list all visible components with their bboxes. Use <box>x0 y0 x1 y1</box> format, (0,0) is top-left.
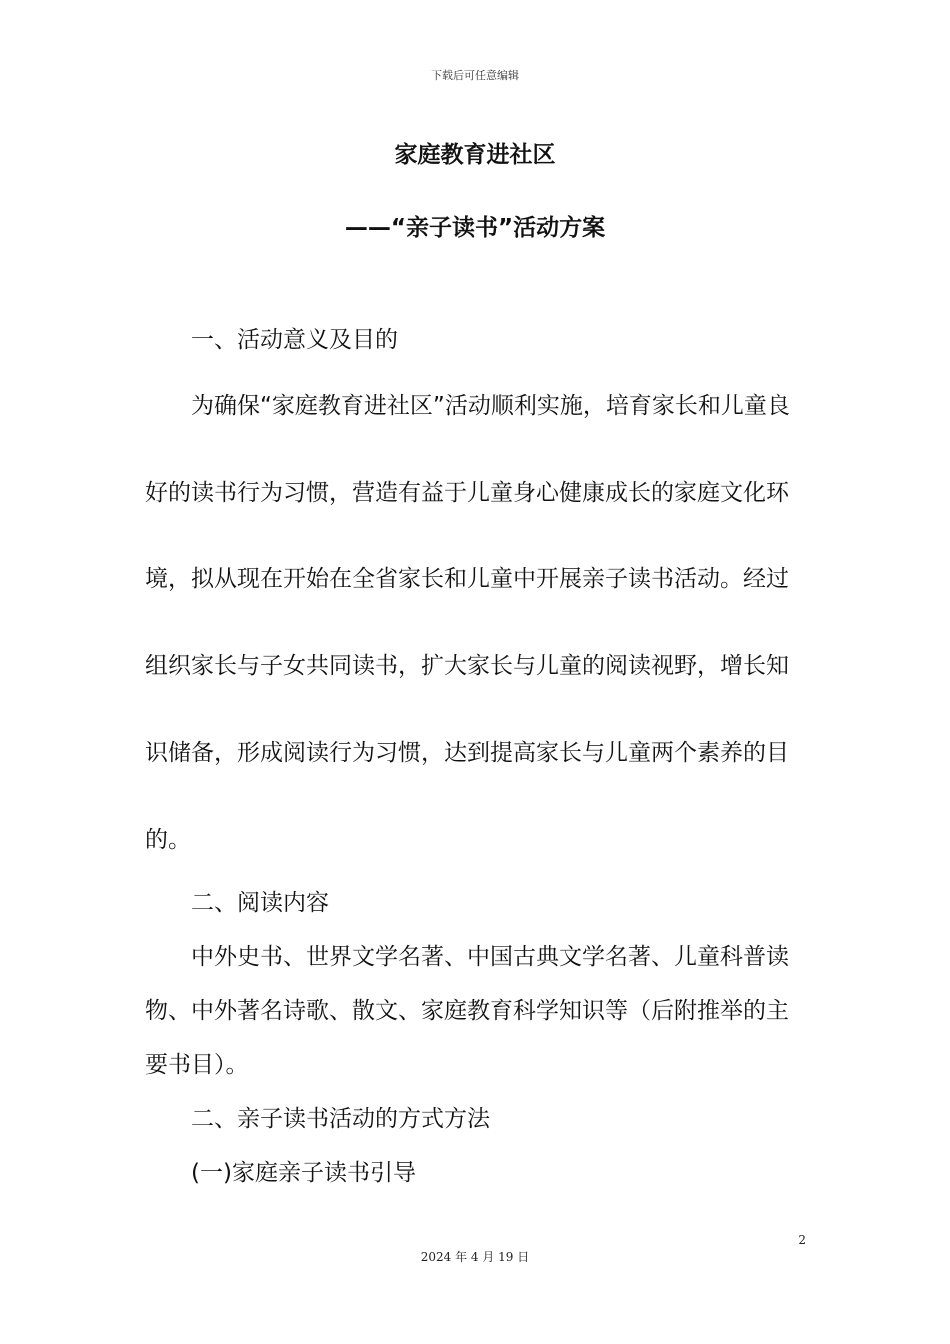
paragraph-line: 识储备，形成阅读行为习惯，达到提高家长与儿童两个素养的目 <box>145 740 789 766</box>
paragraph-line: 境，拟从现在开始在全省家长和儿童中开展亲子读书活动。经过 <box>145 566 789 592</box>
document-subtitle: ——“亲子读书”活动方案 <box>344 215 606 241</box>
paragraph-line: 组织家长与子女共同读书，扩大家长与儿童的阅读视野，增长知 <box>145 653 789 679</box>
header-note: 下载后可任意编辑 <box>431 69 519 82</box>
paragraph-line: 中外史书、世界文学名著、中国古典文学名著、儿童科普读 <box>191 944 789 970</box>
document-title: 家庭教育进社区 <box>394 142 556 168</box>
section-heading-3: 二、亲子读书活动的方式方法 <box>191 1106 490 1132</box>
paragraph-line: 物、中外著名诗歌、散文、家庭教育科学知识等（后附推举的主 <box>145 998 789 1024</box>
paragraph-line: 为确保“家庭教育进社区”活动顺利实施，培育家长和儿童良 <box>191 393 790 419</box>
page-number: 2 <box>798 1233 806 1247</box>
paragraph-line: 好的读书行为习惯，营造有益于儿童身心健康成长的家庭文化环 <box>145 480 789 506</box>
paragraph-line: 的。 <box>145 827 191 853</box>
footer-date: 2024 年 4 月 19 日 <box>420 1250 530 1264</box>
section-heading-1: 一、活动意义及目的 <box>191 327 398 353</box>
paragraph-line: 要书目）。 <box>145 1052 249 1078</box>
subsection-heading: (一)家庭亲子读书引导 <box>191 1160 416 1186</box>
section-heading-2: 二、阅读内容 <box>191 890 329 916</box>
